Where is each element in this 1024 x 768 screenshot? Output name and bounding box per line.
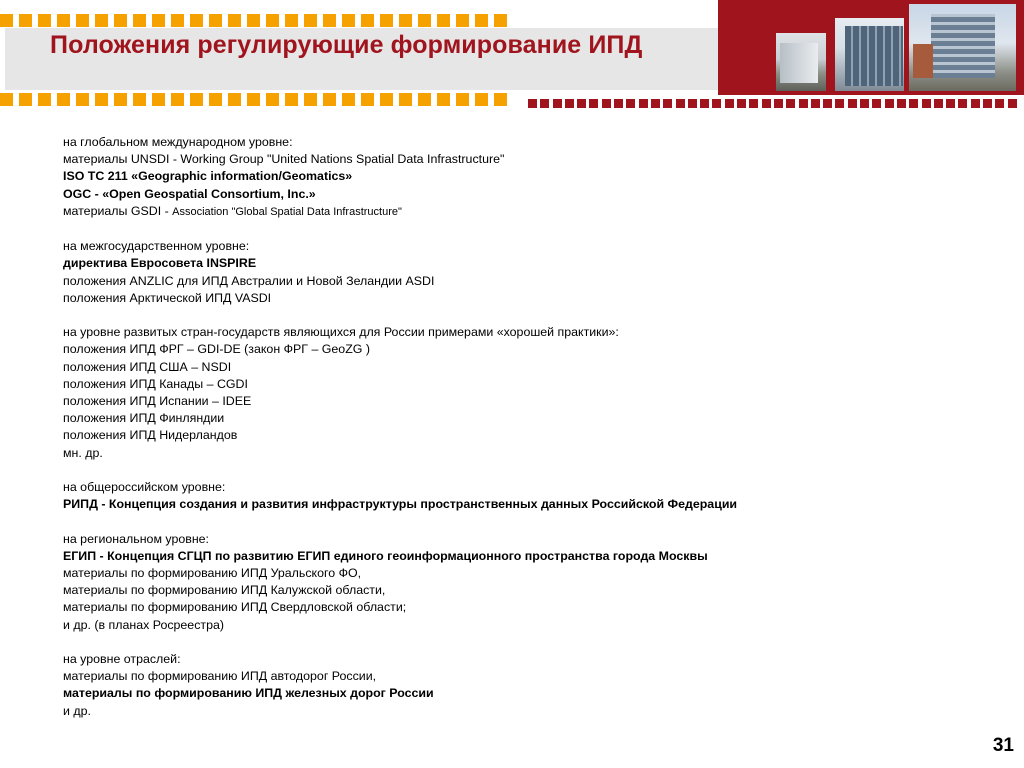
decorative-dash: [676, 99, 685, 108]
decorative-dash: [19, 93, 32, 106]
decorative-dash: [361, 14, 374, 27]
decorative-dash: [553, 99, 562, 108]
page-number: 31: [992, 735, 1014, 756]
decorative-dash: [266, 14, 279, 27]
decorative-dash: [380, 93, 393, 106]
decorative-dash: [786, 99, 795, 108]
list-item: и др.: [63, 703, 91, 718]
list-item: положения ИПД Нидерландов: [63, 428, 238, 443]
list-item: и др. (в планах Росреестра): [63, 617, 224, 632]
decorative-dash: [418, 14, 431, 27]
decorative-dash: [285, 93, 298, 106]
decorative-dash: [749, 99, 758, 108]
decorative-dash: [737, 99, 746, 108]
decorative-dash: [323, 14, 336, 27]
decorative-dash: [57, 14, 70, 27]
list-item: OGC - «Open Geospatial Consortium, Inc.»: [63, 186, 316, 201]
building-photo-3: [909, 4, 1016, 91]
decorative-dash: [380, 14, 393, 27]
decorative-dash: [639, 99, 648, 108]
decorative-dash: [152, 93, 165, 106]
decorative-dash: [247, 93, 260, 106]
decorative-dash: [456, 93, 469, 106]
decorative-dash: [626, 99, 635, 108]
list-item: ISO TC 211 «Geographic information/Geomatics»: [63, 169, 353, 184]
decorative-dash: [323, 93, 336, 106]
list-item: директива Евросовета INSPIRE: [63, 256, 257, 271]
list-item: [63, 203, 963, 221]
decorative-dash: [342, 93, 355, 106]
decorative-dash: [712, 99, 721, 108]
decorative-dash: [577, 99, 586, 108]
decorative-dash: [171, 14, 184, 27]
list-item: положения ИПД Канады – CGDI: [63, 376, 248, 391]
decorative-dash: [456, 14, 469, 27]
decorative-dash: [304, 14, 317, 27]
decorative-dash: [133, 93, 146, 106]
decorative-dash: [95, 14, 108, 27]
list-item: мн. др.: [63, 445, 103, 460]
decorative-dash: [57, 93, 70, 106]
list-item: положения ИПД Испании – IDEE: [63, 394, 252, 409]
decorative-dash: [19, 14, 32, 27]
decorative-dash: [342, 14, 355, 27]
decorative-dash: [971, 99, 980, 108]
decorative-dash: [848, 99, 857, 108]
decorative-dash: [228, 93, 241, 106]
decorative-dash: [602, 99, 611, 108]
decorative-dash: [897, 99, 906, 108]
list-item-small-text: Association "Global Spatial Data Infrastructure": [172, 205, 402, 218]
decorative-dash: [38, 93, 51, 106]
list-item: материалы по формированию ИПД Уральского ФО,: [63, 566, 362, 581]
decorative-dash: [885, 99, 894, 108]
list-item: материалы по формированию ИПД железных дорог России: [63, 686, 434, 701]
decorative-dash: [494, 14, 507, 27]
decorative-dash: [835, 99, 844, 108]
list-item: РИПД - Концепция создания и развития инфраструктуры пространственных данных Российской Федерации: [63, 497, 738, 512]
decorative-dash: [995, 99, 1004, 108]
list-item: положения ИПД США – NSDI: [63, 359, 232, 374]
decorative-dash: [1008, 99, 1017, 108]
decorative-dash: [361, 93, 374, 106]
decorative-dash: [475, 14, 488, 27]
section-heading-interstate: на межгосударственном уровне:: [63, 239, 250, 254]
list-item: материалы по формированию ИПД автодорог России,: [63, 669, 377, 684]
decorative-dash: [171, 93, 184, 106]
content-body: [63, 134, 963, 720]
decorative-dash: [304, 93, 317, 106]
decorative-dash: [983, 99, 992, 108]
decorative-dash: [76, 93, 89, 106]
list-item: ЕГИП - Концепция СГЦП по развитию ЕГИП единого геоинформационного пространства города Москвы: [63, 548, 708, 563]
decorative-dash: [247, 14, 260, 27]
decorative-dash: [133, 14, 146, 27]
decorative-dash: [399, 93, 412, 106]
decorative-dash: [540, 99, 549, 108]
list-item: положения Арктической ИПД VASDI: [63, 290, 272, 305]
decorative-dash: [76, 14, 89, 27]
decorative-dash: [38, 14, 51, 27]
decorative-dash: [437, 14, 450, 27]
decorative-dash: [663, 99, 672, 108]
section-heading-global: на глобальном международном уровне:: [63, 135, 293, 149]
decorative-dash: [762, 99, 771, 108]
decorative-dash: [209, 93, 222, 106]
decorative-dash: [114, 14, 127, 27]
building-photo-1: [776, 33, 826, 91]
list-item: материалы UNSDI - Working Group "United Nations Spatial Data Infrastructure": [63, 152, 505, 167]
decorative-dash: [114, 93, 127, 106]
decorative-dash: [651, 99, 660, 108]
page-title: Положения регулирующие формирование ИПД: [50, 31, 643, 59]
decorative-dash: [475, 93, 488, 106]
decorative-dash: [614, 99, 623, 108]
decorative-dash: [811, 99, 820, 108]
list-item: положения ИПД Финляндии: [63, 411, 225, 426]
decorative-dash: [152, 14, 165, 27]
decorative-dash: [934, 99, 943, 108]
list-item: материалы по формированию ИПД Калужской области,: [63, 583, 386, 598]
list-item: положения ANZLIC для ИПД Австралии и Новой Зеландии ASDI: [63, 273, 435, 288]
decorative-dash: [437, 93, 450, 106]
building-photo-2: [835, 18, 904, 91]
decorative-dash: [190, 14, 203, 27]
decorative-dash: [725, 99, 734, 108]
decorative-dash: [228, 14, 241, 27]
section-heading-sectoral: на уровне отраслей:: [63, 652, 181, 667]
decorative-dash: [589, 99, 598, 108]
decorative-dash: [958, 99, 967, 108]
decorative-dash: [946, 99, 955, 108]
decorative-dash: [418, 93, 431, 106]
decorative-dash: [860, 99, 869, 108]
decorative-dash: [799, 99, 808, 108]
decorative-dash: [95, 93, 108, 106]
list-item: материалы по формированию ИПД Свердловской области;: [63, 600, 407, 615]
decorative-dash: [494, 93, 507, 106]
decorative-dash: [528, 99, 537, 108]
decorative-dash: [0, 14, 13, 27]
decorative-dash: [823, 99, 832, 108]
decorative-dash: [266, 93, 279, 106]
decorative-dash: [909, 99, 918, 108]
decorative-dash: [399, 14, 412, 27]
orange-dash-row-bottom: [0, 93, 513, 106]
red-dash-row: [528, 99, 1020, 108]
list-item-prefix: материалы GSDI -: [63, 203, 173, 218]
decorative-dash: [565, 99, 574, 108]
decorative-dash: [0, 93, 13, 106]
list-item: положения ИПД ФРГ – GDI-DE (закон ФРГ – GeoZG ): [63, 342, 370, 357]
section-heading-developed: на уровне развитых стран-государств являющихся для России примерами «хорошей практики»:: [63, 325, 619, 340]
decorative-dash: [872, 99, 881, 108]
decorative-dash: [774, 99, 783, 108]
decorative-dash: [688, 99, 697, 108]
section-heading-national: на общероссийском уровне:: [63, 480, 226, 495]
section-heading-regional: на региональном уровне:: [63, 531, 210, 546]
decorative-dash: [285, 14, 298, 27]
decorative-dash: [922, 99, 931, 108]
orange-dash-row-top: [0, 14, 513, 27]
decorative-dash: [190, 93, 203, 106]
decorative-dash: [700, 99, 709, 108]
decorative-dash: [209, 14, 222, 27]
